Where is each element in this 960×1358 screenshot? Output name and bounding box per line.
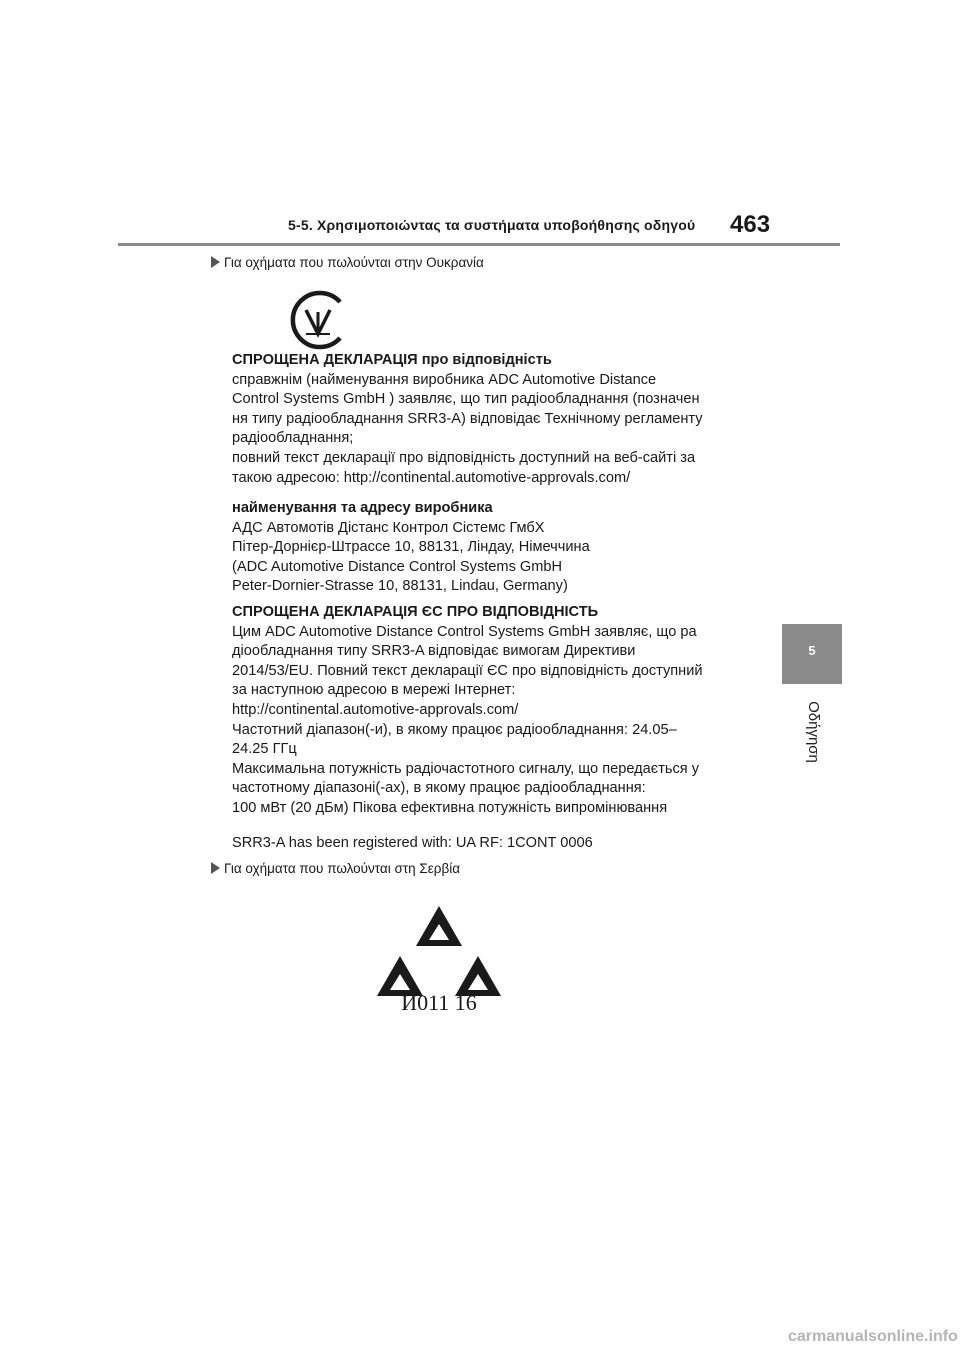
declaration-line: повний текст декларації про відповідність доступний на веб-сайті за xyxy=(232,449,696,466)
eu-declaration-line: http://continental.automotive-approvals.com/ xyxy=(232,701,519,718)
declaration-line: такою адресою: http://continental.automotive-approvals.com/ xyxy=(232,469,631,486)
eu-declaration xyxy=(232,603,742,819)
manufacturer-line: АДС Автомотів Дістанс Контрол Сістемс ГмбХ xyxy=(232,519,545,536)
eu-declaration-line: Максимальна потужність радіочастотного сигналу, що передається у xyxy=(232,760,700,777)
manufacturer-line: Пітер-Дорнієр-Штрассе 10, 88131, Ліндау, Німеччина xyxy=(232,539,590,556)
declaration-line: радіообладнання; xyxy=(232,430,354,447)
registration-line: SRR3-A has been registered with: UA RF: 1CONT 0006 xyxy=(232,835,593,851)
bullet-triangle-icon xyxy=(211,862,220,874)
chapter-number: 5 xyxy=(808,643,816,658)
eu-declaration-line: 24.25 ГГц xyxy=(232,741,297,758)
declaration-line: ня типу радіообладнання SRR3-A) відповідає Технічному регламенту xyxy=(232,410,703,427)
manufacturer-address xyxy=(232,499,742,597)
eu-declaration-line: Частотний діапазон(-и), в якому працює радіообладнання: 24.05– xyxy=(232,721,677,738)
manufacturer-heading: найменування та адресу виробника xyxy=(232,500,493,516)
header-rule xyxy=(118,243,840,246)
bullet-serbia xyxy=(211,861,460,876)
bullet-ukraine xyxy=(211,255,484,270)
serbia-mark-code: И011 16 xyxy=(401,990,477,1015)
manufacturer-line: (ADC Automotive Distance Control Systems GmbH xyxy=(232,558,563,575)
eu-declaration-heading: СПРОЩЕНА ДЕКЛАРАЦІЯ ЄС ПРО ВІДПОВІДНІСТЬ xyxy=(232,604,599,620)
eu-declaration-line: діообладнання типу SRR3-A відповідає вимогам Директиви xyxy=(232,643,636,660)
bullet-serbia-text: Για οχήματα που πωλούνται στη Σερβία xyxy=(224,861,461,876)
eu-declaration-line: Цим ADC Automotive Distance Control Systems GmbH заявляє, що ра xyxy=(232,623,697,640)
ukraine-conformity-mark-icon xyxy=(286,288,350,352)
eu-declaration-line: 100 мВт (20 дБм) Пікова ефективна потужність випромінювання xyxy=(232,799,668,816)
manufacturer-line: Peter-Dornier-Strasse 10, 88131, Lindau, Germany) xyxy=(232,578,568,595)
bullet-ukraine-text: Για οχήματα που πωλούνται στην Ουκρανία xyxy=(224,255,484,270)
eu-declaration-line: 2014/53/EU. Повний текст декларації ЄС про відповідність доступний xyxy=(232,662,703,679)
declaration-line: справжнім (найменування виробника ADC Automotive Distance xyxy=(232,371,657,388)
eu-declaration-line: за наступною адресою в мережі Інтернет: xyxy=(232,682,516,699)
declaration-heading: СПРОЩЕНА ДЕКЛАРАЦІЯ про відповідність xyxy=(232,352,552,368)
chapter-tab xyxy=(782,624,842,684)
simplified-declaration xyxy=(232,351,742,488)
section-title: 5-5. Χρησιμοποιώντας τα συστήματα υποβοήθησης οδηγού xyxy=(288,217,696,233)
bullet-triangle-icon xyxy=(211,256,220,268)
declaration-line: Control Systems GmbH ) заявляє, що тип радіообладнання (позначен xyxy=(232,391,700,408)
page-number: 463 xyxy=(730,211,771,238)
watermark: carmanualsonline.info xyxy=(788,1328,958,1345)
eu-declaration-line: частотному діапазоні(-ах), в якому працює радіообладнання: xyxy=(232,780,646,797)
chapter-label: Οδήγηση xyxy=(805,701,822,763)
